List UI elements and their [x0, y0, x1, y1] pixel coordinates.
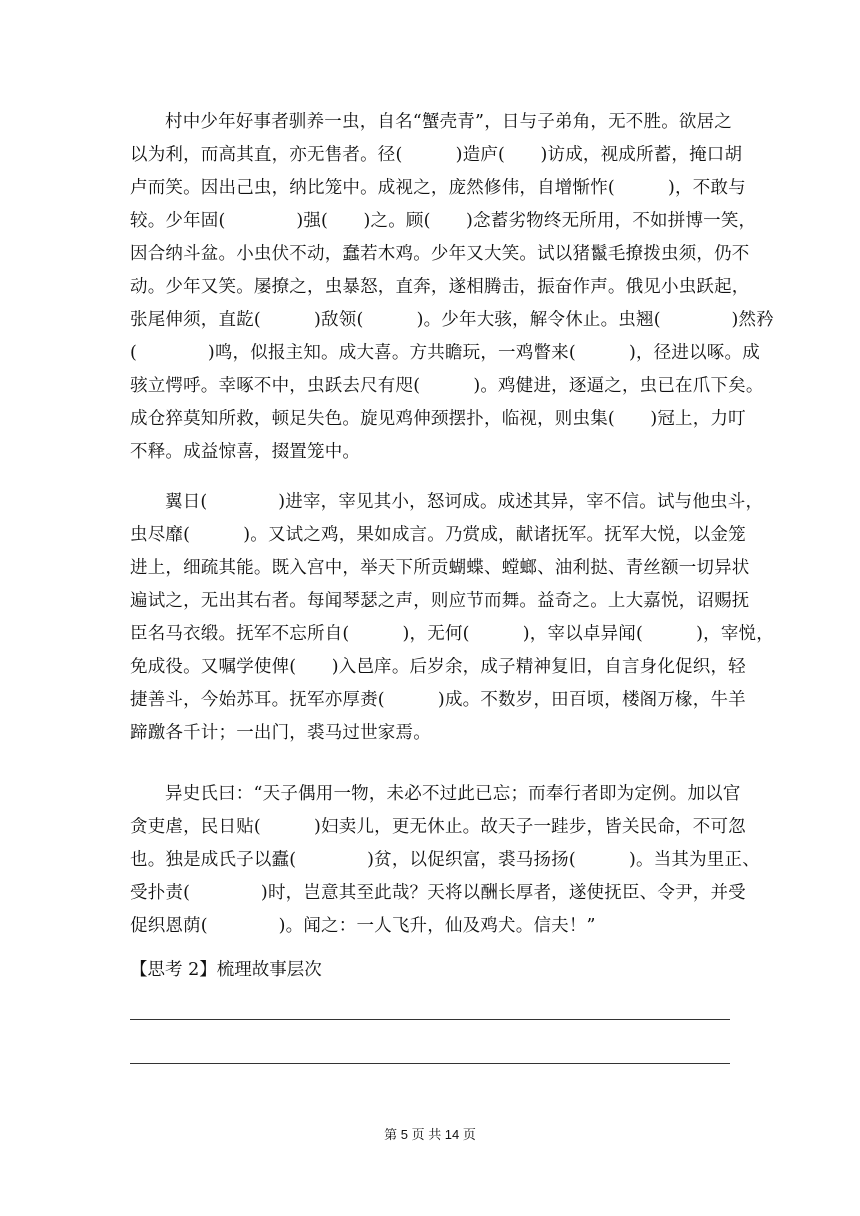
text-line: 捷善斗，今始苏耳。抚军亦厚赉( )成。不数岁，田百顷，楼阁万椽，牛羊	[130, 690, 746, 710]
text-line: 以为利，而高其直，亦无售者。径( )造庐( )访成，视成所蓄，掩口胡	[130, 145, 743, 165]
text-line: 成仓猝莫知所救，顿足失色。旋见鸡伸颈摆扑，临视，则虫集( )冠上，力叮	[130, 409, 746, 429]
text-line: 张尾伸须，直龁( )敌领( )。少年大骇，解令休止。虫翘( )然矜	[130, 310, 774, 330]
text-line: 因合纳斗盆。小虫伏不动，蠢若木鸡。少年又大笑。试以猪鬣毛撩拨虫须，仍不	[130, 244, 750, 264]
text-line: 动。少年又笑。屡撩之，虫暴怒，直奔，遂相腾击，振奋作声。俄见小虫跃起，	[130, 277, 750, 297]
text-line: 村中少年好事者驯养一虫，自名“蟹壳青”，日与子弟角，无不胜。欲居之	[165, 112, 732, 132]
text-line: 进上，细疏其能。既入宫中，举天下所贡蝴蝶、螳螂、油利挞、青丝额一切异状	[130, 558, 750, 578]
text-line: 受扑责( )时，岂意其至此哉？天将以酬长厚者，遂使抚臣、令尹，并受	[130, 883, 746, 903]
section-heading: 【思考 2】梳理故事层次	[130, 960, 322, 980]
text-line: 蹄躈各千计；一出门，裘马过世家焉。	[130, 723, 431, 743]
text-line: 臣名马衣缎。抚军不忘所自( )，无何( )，宰以卓异闻( )，宰悦，	[130, 624, 774, 644]
answer-line-2	[130, 1063, 730, 1064]
text-line: 翼日( )进宰，宰见其小，怒诃成。成述其异，宰不信。试与他虫斗，	[165, 492, 764, 512]
paragraph-story-part-2	[130, 486, 774, 750]
text-line: 也。独是成氏子以蠹( )贫，以促织富，裘马扬扬( )。当其为里正、	[130, 850, 760, 870]
text-line: 异史氏曰：“天子偶用一物，未必不过此已忘；而奉行者即为定例。加以官	[165, 784, 741, 804]
paragraph-story-part-1	[130, 106, 774, 469]
text-line: 贪吏虐，民日贴( )妇卖儿，更无休止。故天子一跬步，皆关民命，不可忽	[130, 817, 746, 837]
text-line: 促织恩荫( )。闻之：一人飞升，仙及鸡犬。信夫！”	[130, 916, 596, 936]
text-line: 遍试之，无出其右者。每闻琴瑟之声，则应节而舞。益奇之。上大嘉悦，诏赐抚	[130, 591, 750, 611]
text-line: 虫尽靡( )。又试之鸡，果如成言。乃赏成，献诸抚军。抚军大悦，以金笼	[130, 525, 746, 545]
text-line: 骇立愕呼。幸啄不中，虫跃去尺有咫( )。鸡健进，逐逼之，虫已在爪下矣。	[130, 376, 764, 396]
text-line: ( )鸣，似报主知。成大喜。方共瞻玩，一鸡瞥来( )，径进以啄。成	[130, 343, 760, 363]
answer-line-1	[130, 1019, 730, 1020]
page-footer: 第 5 页 共 14 页	[384, 1127, 476, 1142]
text-line: 卢而笑。因出己虫，纳比笼中。成视之，庞然修伟，自增惭怍( )，不敢与	[130, 178, 746, 198]
paragraph-commentary	[130, 778, 760, 943]
text-line: 较。少年固( )强( )之。顾( )念蓄劣物终无所用，不如拼博一笑，	[130, 211, 757, 231]
text-line: 免成役。又嘱学使俾( )入邑庠。后岁余，成子精神复旧，自言身化促织，轻	[130, 657, 746, 677]
text-line: 不释。成益惊喜，掇置笼中。	[130, 442, 361, 462]
